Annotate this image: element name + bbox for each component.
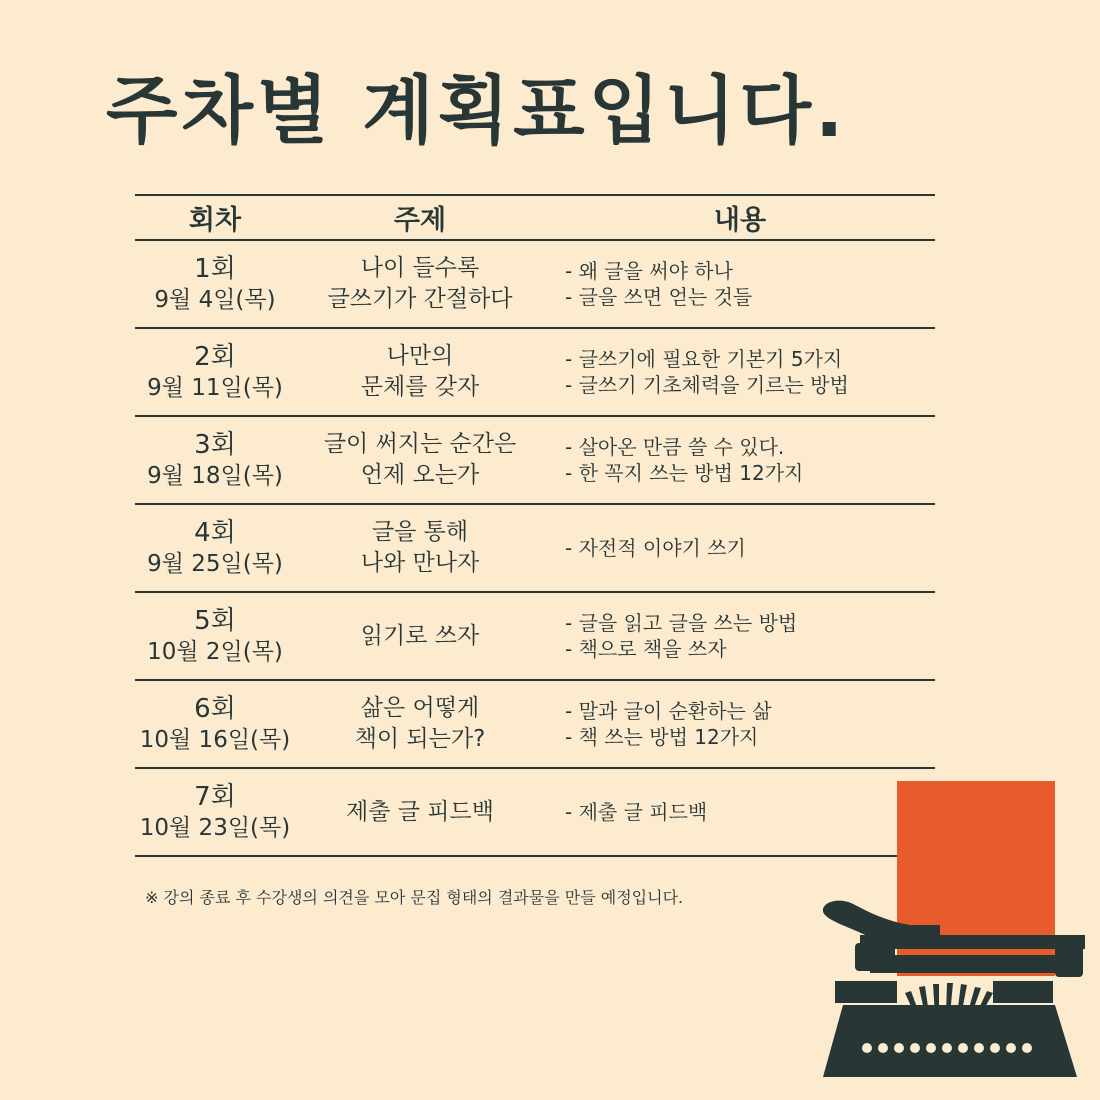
session-date: 9월 18일(목) xyxy=(147,462,283,489)
topic-cell xyxy=(295,621,545,652)
topic-line: 제출 글 피드백 xyxy=(346,798,494,825)
session-date: 9월 25일(목) xyxy=(147,550,283,577)
session-cell xyxy=(135,430,295,491)
topic-line: 나와 만나자 xyxy=(360,550,480,576)
session-number: 2회 xyxy=(194,341,236,372)
content-line: - 책 쓰는 방법 12가지 xyxy=(565,725,759,749)
topic-cell xyxy=(295,693,545,755)
content-line: - 글쓰기 기초체력을 기르는 방법 xyxy=(565,373,849,397)
content-line: - 살아온 만큼 쓸 수 있다. xyxy=(565,435,785,459)
session-number: 6회 xyxy=(194,693,236,724)
topic-line: 글을 통해 xyxy=(371,519,469,545)
header-topic: 주제 xyxy=(393,205,447,236)
session-cell xyxy=(135,782,295,843)
session-number: 5회 xyxy=(194,605,236,636)
session-number: 3회 xyxy=(194,429,236,460)
topic-line: 나만의 xyxy=(386,343,454,369)
content-line: - 책으로 책을 쓰자 xyxy=(565,637,727,661)
footnote: ※ 강의 종료 후 수강생의 의견을 모아 문집 형태의 결과물을 만들 예정입니다. xyxy=(145,888,684,907)
content-line: - 한 꼭지 쓰는 방법 12가지 xyxy=(565,461,804,485)
table-row xyxy=(135,505,935,593)
topic-line: 삶은 어떻게 xyxy=(360,695,480,721)
session-cell xyxy=(135,254,295,315)
schedule-table xyxy=(135,194,935,857)
topic-line: 글쓰기가 간절하다 xyxy=(327,286,513,312)
left-plate xyxy=(835,981,897,1003)
topic-line: 나이 들수록 xyxy=(360,255,480,281)
topic-line: 책이 되는가? xyxy=(354,726,486,752)
content-line: - 왜 글을 써야 하나 xyxy=(565,259,733,283)
table-row xyxy=(135,329,935,417)
session-cell xyxy=(135,606,295,667)
session-number: 1회 xyxy=(194,253,236,284)
topic-cell xyxy=(295,429,545,491)
topic-line: 언제 오는가 xyxy=(360,462,480,488)
content-cell xyxy=(545,535,935,561)
content-cell xyxy=(545,434,935,486)
session-cell xyxy=(135,518,295,579)
session-cell xyxy=(135,694,295,755)
page-title: 주차별 계획표입니다. xyxy=(106,68,848,154)
typewriter-icon xyxy=(815,775,1085,1085)
table-row xyxy=(135,417,935,505)
topic-line: 문체를 갖자 xyxy=(360,374,480,400)
content-line: - 자전적 이야기 쓰기 xyxy=(565,536,746,560)
session-date: 10월 23일(목) xyxy=(139,814,291,841)
topic-line: 글이 써지는 순간은 xyxy=(323,431,517,457)
table-row xyxy=(135,681,935,769)
content-line: - 글쓰기에 필요한 기본기 5가지 xyxy=(565,347,843,371)
topic-cell xyxy=(295,517,545,579)
session-date: 10월 16일(목) xyxy=(139,726,291,753)
table-row xyxy=(135,241,935,329)
content-cell xyxy=(545,610,935,662)
content-line: - 글을 읽고 글을 쓰는 방법 xyxy=(565,611,798,635)
content-cell xyxy=(545,346,935,398)
content-line: - 글을 쓰면 얻는 것들 xyxy=(565,285,753,309)
table-row xyxy=(135,593,935,681)
content-line: - 제출 글 피드백 xyxy=(565,800,708,824)
topic-line: 읽기로 쓰자 xyxy=(360,622,480,649)
right-plate xyxy=(993,981,1053,1003)
header-session: 회차 xyxy=(188,205,242,236)
typewriter-body xyxy=(823,1005,1077,1077)
session-number: 4회 xyxy=(194,517,236,548)
session-cell xyxy=(135,342,295,403)
topic-cell xyxy=(295,797,545,828)
roller xyxy=(870,955,1075,973)
session-date: 9월 11일(목) xyxy=(147,374,283,401)
session-date: 9월 4일(목) xyxy=(154,286,276,313)
session-number: 7회 xyxy=(194,781,236,812)
session-date: 10월 2일(목) xyxy=(147,638,283,665)
topic-cell xyxy=(295,253,545,315)
content-line: - 말과 글이 순환하는 삶 xyxy=(565,699,772,723)
content-cell xyxy=(545,698,935,750)
table-header xyxy=(135,194,935,241)
content-cell xyxy=(545,258,935,310)
header-content: 내용 xyxy=(713,205,767,236)
topic-cell xyxy=(295,341,545,403)
